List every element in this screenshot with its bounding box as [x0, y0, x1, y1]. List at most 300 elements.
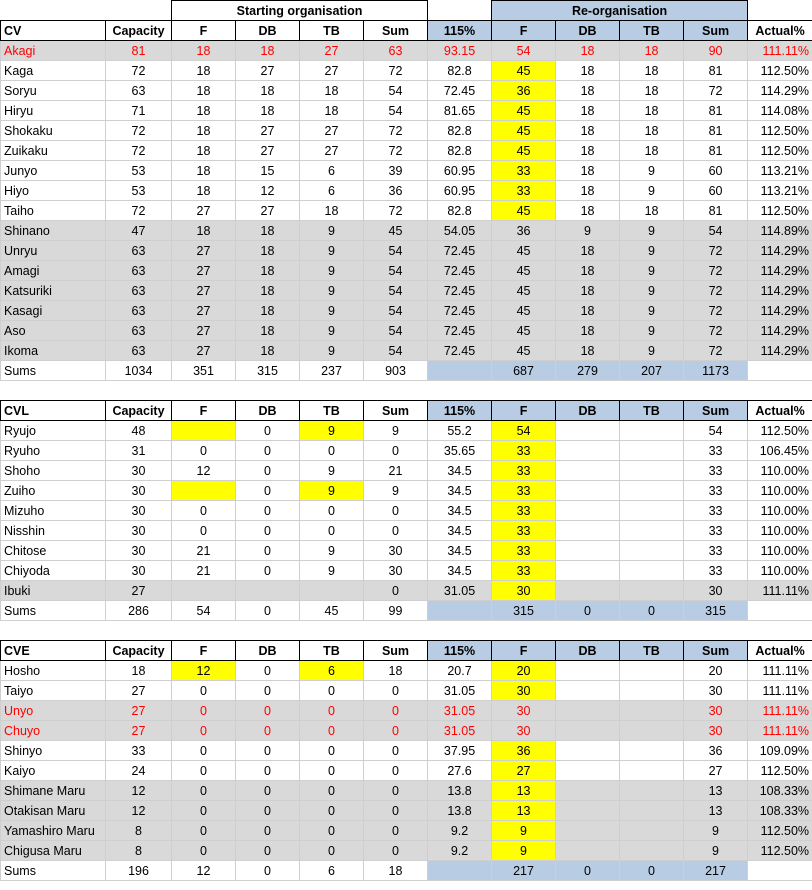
- cell-start-db[interactable]: 0: [236, 821, 300, 841]
- cell-start-f[interactable]: 0: [172, 781, 236, 801]
- cell-re-db[interactable]: 18: [556, 161, 620, 181]
- cell-name[interactable]: Taiyo: [1, 681, 106, 701]
- cell-re-db[interactable]: 18: [556, 61, 620, 81]
- cell-target-115[interactable]: 54.05: [428, 221, 492, 241]
- cell-re-f[interactable]: 45: [492, 201, 556, 221]
- cell-start-f[interactable]: 18: [172, 41, 236, 61]
- cell-start-f[interactable]: 12: [172, 661, 236, 681]
- cell-re-f[interactable]: 20: [492, 661, 556, 681]
- cell-start-db[interactable]: 27: [236, 201, 300, 221]
- cell-name[interactable]: Ryuho: [1, 441, 106, 461]
- cell-start-f[interactable]: 18: [172, 81, 236, 101]
- cell-re-sum[interactable]: 33: [684, 501, 748, 521]
- cell-start-db[interactable]: 0: [236, 781, 300, 801]
- cell-name[interactable]: Shokaku: [1, 121, 106, 141]
- cell-capacity[interactable]: 63: [106, 81, 172, 101]
- cell-start-sum[interactable]: 39: [364, 161, 428, 181]
- cell-start-db[interactable]: 15: [236, 161, 300, 181]
- cell-start-sum[interactable]: 0: [364, 701, 428, 721]
- cell-target-115[interactable]: 72.45: [428, 321, 492, 341]
- cell-re-sum[interactable]: 54: [684, 221, 748, 241]
- cell-start-f[interactable]: 0: [172, 501, 236, 521]
- cell-start-sum[interactable]: 30: [364, 541, 428, 561]
- cell-start-tb[interactable]: 27: [300, 61, 364, 81]
- cell-re-db[interactable]: [556, 721, 620, 741]
- cell-start-tb[interactable]: 0: [300, 741, 364, 761]
- cell-re-db[interactable]: 18: [556, 81, 620, 101]
- cell-start-f[interactable]: 18: [172, 221, 236, 241]
- cell-name[interactable]: Ikoma: [1, 341, 106, 361]
- cell-actual-pct[interactable]: 113.21%: [748, 181, 812, 201]
- cell-start-tb[interactable]: 9: [300, 341, 364, 361]
- cell-name[interactable]: Amagi: [1, 261, 106, 281]
- cell-re-sum[interactable]: 33: [684, 541, 748, 561]
- cell-start-tb[interactable]: 6: [300, 181, 364, 201]
- cell-target-115[interactable]: 34.5: [428, 481, 492, 501]
- cell-start-tb[interactable]: 0: [300, 821, 364, 841]
- cell-name[interactable]: Mizuho: [1, 501, 106, 521]
- cell-actual-pct[interactable]: 111.11%: [748, 661, 812, 681]
- cell-target-115[interactable]: 13.8: [428, 781, 492, 801]
- cell-re-db[interactable]: 9: [556, 221, 620, 241]
- cell-start-tb[interactable]: 18: [300, 201, 364, 221]
- cell-re-f[interactable]: 33: [492, 461, 556, 481]
- cell-start-tb[interactable]: 0: [300, 701, 364, 721]
- cell-actual-pct[interactable]: 112.50%: [748, 201, 812, 221]
- cell-re-sum[interactable]: 36: [684, 741, 748, 761]
- cell-start-db[interactable]: 18: [236, 101, 300, 121]
- cell-start-sum[interactable]: 0: [364, 741, 428, 761]
- cell-actual-pct[interactable]: 112.50%: [748, 61, 812, 81]
- cell-target-115[interactable]: 34.5: [428, 461, 492, 481]
- cell-re-f[interactable]: 30: [492, 721, 556, 741]
- cell-re-f[interactable]: 45: [492, 281, 556, 301]
- cell-re-tb[interactable]: 9: [620, 181, 684, 201]
- cell-actual-pct[interactable]: 106.45%: [748, 441, 812, 461]
- table-row[interactable]: [1, 461, 812, 481]
- cell-re-db[interactable]: 18: [556, 281, 620, 301]
- cell-re-sum[interactable]: 81: [684, 121, 748, 141]
- cell-start-db[interactable]: 0: [236, 501, 300, 521]
- table-row[interactable]: [1, 341, 812, 361]
- cell-re-sum[interactable]: 20: [684, 661, 748, 681]
- cell-start-tb[interactable]: 27: [300, 141, 364, 161]
- cell-re-tb[interactable]: [620, 801, 684, 821]
- cell-start-db[interactable]: 0: [236, 441, 300, 461]
- cell-target-115[interactable]: 13.8: [428, 801, 492, 821]
- cell-capacity[interactable]: 47: [106, 221, 172, 241]
- table-row[interactable]: [1, 281, 812, 301]
- cell-re-f[interactable]: 45: [492, 121, 556, 141]
- cell-start-sum[interactable]: 18: [364, 661, 428, 681]
- cell-start-tb[interactable]: 9: [300, 241, 364, 261]
- cell-actual-pct[interactable]: 111.11%: [748, 701, 812, 721]
- cell-capacity[interactable]: 24: [106, 761, 172, 781]
- cell-re-f[interactable]: 45: [492, 261, 556, 281]
- cell-re-f[interactable]: 30: [492, 581, 556, 601]
- cell-re-db[interactable]: 18: [556, 141, 620, 161]
- table-row[interactable]: [1, 501, 812, 521]
- cell-start-f[interactable]: 18: [172, 141, 236, 161]
- cell-start-f[interactable]: 27: [172, 241, 236, 261]
- cell-re-sum[interactable]: 72: [684, 341, 748, 361]
- cell-re-tb[interactable]: 9: [620, 341, 684, 361]
- cell-capacity[interactable]: 63: [106, 321, 172, 341]
- cell-re-f[interactable]: 33: [492, 501, 556, 521]
- cell-re-tb[interactable]: [620, 721, 684, 741]
- cell-target-115[interactable]: 31.05: [428, 681, 492, 701]
- cell-start-f[interactable]: 0: [172, 761, 236, 781]
- cell-target-115[interactable]: 31.05: [428, 701, 492, 721]
- cell-name[interactable]: Ibuki: [1, 581, 106, 601]
- cell-name[interactable]: Nisshin: [1, 521, 106, 541]
- cell-name[interactable]: Chiyoda: [1, 561, 106, 581]
- cell-re-f[interactable]: 45: [492, 241, 556, 261]
- cell-start-db[interactable]: 0: [236, 521, 300, 541]
- cell-target-115[interactable]: 60.95: [428, 161, 492, 181]
- table-row[interactable]: [1, 801, 812, 821]
- cell-name[interactable]: Hiryu: [1, 101, 106, 121]
- table-row[interactable]: [1, 81, 812, 101]
- cell-name[interactable]: Zuikaku: [1, 141, 106, 161]
- cell-start-db[interactable]: 18: [236, 321, 300, 341]
- cell-re-db[interactable]: [556, 841, 620, 861]
- cell-capacity[interactable]: 8: [106, 841, 172, 861]
- cell-target-115[interactable]: 34.5: [428, 541, 492, 561]
- cell-name[interactable]: Aso: [1, 321, 106, 341]
- cell-start-db[interactable]: 0: [236, 761, 300, 781]
- cell-re-tb[interactable]: 9: [620, 281, 684, 301]
- cell-name[interactable]: Shinano: [1, 221, 106, 241]
- cell-capacity[interactable]: 27: [106, 581, 172, 601]
- cell-start-tb[interactable]: 9: [300, 261, 364, 281]
- cell-re-f[interactable]: 30: [492, 681, 556, 701]
- cell-name[interactable]: Otakisan Maru: [1, 801, 106, 821]
- cell-target-115[interactable]: 72.45: [428, 301, 492, 321]
- cell-start-sum[interactable]: 63: [364, 41, 428, 61]
- cell-start-tb[interactable]: 9: [300, 221, 364, 241]
- cell-re-f[interactable]: 13: [492, 801, 556, 821]
- cell-name[interactable]: Katsuriki: [1, 281, 106, 301]
- cell-re-tb[interactable]: [620, 581, 684, 601]
- cell-start-db[interactable]: 0: [236, 801, 300, 821]
- cell-re-sum[interactable]: 60: [684, 161, 748, 181]
- table-row[interactable]: [1, 141, 812, 161]
- table-row[interactable]: [1, 521, 812, 541]
- table-row[interactable]: [1, 241, 812, 261]
- cell-re-f[interactable]: 27: [492, 761, 556, 781]
- table-row[interactable]: [1, 181, 812, 201]
- cell-re-sum[interactable]: 90: [684, 41, 748, 61]
- table-row[interactable]: [1, 681, 812, 701]
- cell-start-db[interactable]: 0: [236, 461, 300, 481]
- cell-name[interactable]: Kasagi: [1, 301, 106, 321]
- cell-re-tb[interactable]: 18: [620, 121, 684, 141]
- cell-start-f[interactable]: 27: [172, 201, 236, 221]
- table-row[interactable]: [1, 781, 812, 801]
- cell-actual-pct[interactable]: 110.00%: [748, 501, 812, 521]
- cell-target-115[interactable]: 34.5: [428, 521, 492, 541]
- cell-re-db[interactable]: 18: [556, 241, 620, 261]
- cell-start-tb[interactable]: 9: [300, 321, 364, 341]
- cell-target-115[interactable]: 34.5: [428, 561, 492, 581]
- cell-re-sum[interactable]: 33: [684, 441, 748, 461]
- cell-re-db[interactable]: [556, 481, 620, 501]
- cell-re-db[interactable]: 18: [556, 181, 620, 201]
- cell-capacity[interactable]: 30: [106, 481, 172, 501]
- cell-start-tb[interactable]: 9: [300, 481, 364, 501]
- cell-target-115[interactable]: 20.7: [428, 661, 492, 681]
- cell-re-tb[interactable]: 9: [620, 261, 684, 281]
- cell-target-115[interactable]: 9.2: [428, 821, 492, 841]
- table-row[interactable]: [1, 221, 812, 241]
- cell-capacity[interactable]: 63: [106, 301, 172, 321]
- cell-re-sum[interactable]: 33: [684, 461, 748, 481]
- cell-re-sum[interactable]: 72: [684, 301, 748, 321]
- table-row[interactable]: [1, 721, 812, 741]
- cell-start-db[interactable]: 0: [236, 701, 300, 721]
- cell-re-sum[interactable]: 72: [684, 81, 748, 101]
- cell-re-sum[interactable]: 13: [684, 781, 748, 801]
- cell-actual-pct[interactable]: 112.50%: [748, 821, 812, 841]
- cell-start-sum[interactable]: 0: [364, 441, 428, 461]
- cell-start-db[interactable]: 0: [236, 681, 300, 701]
- table-row[interactable]: [1, 101, 812, 121]
- cell-re-tb[interactable]: 18: [620, 61, 684, 81]
- cell-actual-pct[interactable]: 112.50%: [748, 141, 812, 161]
- cell-target-115[interactable]: 31.05: [428, 721, 492, 741]
- cell-start-sum[interactable]: 54: [364, 281, 428, 301]
- cell-re-tb[interactable]: [620, 781, 684, 801]
- cell-name[interactable]: Unryu: [1, 241, 106, 261]
- cell-start-sum[interactable]: 72: [364, 201, 428, 221]
- cell-re-sum[interactable]: 72: [684, 261, 748, 281]
- cell-re-f[interactable]: 9: [492, 821, 556, 841]
- cell-actual-pct[interactable]: 110.00%: [748, 561, 812, 581]
- table-row[interactable]: [1, 701, 812, 721]
- cell-start-db[interactable]: 18: [236, 261, 300, 281]
- cell-name[interactable]: Junyo: [1, 161, 106, 181]
- cell-name[interactable]: Hiyo: [1, 181, 106, 201]
- cell-re-tb[interactable]: [620, 821, 684, 841]
- cell-actual-pct[interactable]: 111.11%: [748, 721, 812, 741]
- cell-re-db[interactable]: [556, 441, 620, 461]
- cell-start-db[interactable]: 0: [236, 481, 300, 501]
- cell-start-tb[interactable]: 9: [300, 461, 364, 481]
- cell-start-db[interactable]: 27: [236, 61, 300, 81]
- cell-re-f[interactable]: 45: [492, 141, 556, 161]
- cell-re-tb[interactable]: 18: [620, 201, 684, 221]
- cell-re-tb[interactable]: 9: [620, 161, 684, 181]
- cell-start-sum[interactable]: 0: [364, 521, 428, 541]
- cell-re-tb[interactable]: 9: [620, 301, 684, 321]
- cell-start-f[interactable]: 0: [172, 441, 236, 461]
- cell-start-tb[interactable]: 0: [300, 721, 364, 741]
- cell-start-f[interactable]: 0: [172, 521, 236, 541]
- cell-capacity[interactable]: 81: [106, 41, 172, 61]
- cell-actual-pct[interactable]: 114.29%: [748, 241, 812, 261]
- table-row[interactable]: [1, 201, 812, 221]
- cell-re-f[interactable]: 33: [492, 561, 556, 581]
- cell-target-115[interactable]: 93.15: [428, 41, 492, 61]
- cell-name[interactable]: Shimane Maru: [1, 781, 106, 801]
- cell-start-f[interactable]: 21: [172, 561, 236, 581]
- cell-start-f[interactable]: 27: [172, 301, 236, 321]
- cell-actual-pct[interactable]: 111.11%: [748, 581, 812, 601]
- cell-name[interactable]: Chuyo: [1, 721, 106, 741]
- table-row[interactable]: [1, 661, 812, 681]
- cell-name[interactable]: Taiho: [1, 201, 106, 221]
- cell-capacity[interactable]: 12: [106, 781, 172, 801]
- cell-start-db[interactable]: 18: [236, 281, 300, 301]
- cell-start-sum[interactable]: 0: [364, 761, 428, 781]
- cell-name[interactable]: Kaga: [1, 61, 106, 81]
- cell-re-tb[interactable]: 18: [620, 101, 684, 121]
- cell-start-sum[interactable]: 72: [364, 121, 428, 141]
- cell-re-db[interactable]: 18: [556, 321, 620, 341]
- cell-start-f[interactable]: 12: [172, 461, 236, 481]
- cell-start-db[interactable]: 18: [236, 341, 300, 361]
- cell-name[interactable]: Ryujo: [1, 421, 106, 441]
- cell-actual-pct[interactable]: 110.00%: [748, 481, 812, 501]
- cell-re-f[interactable]: 33: [492, 541, 556, 561]
- cell-start-db[interactable]: 0: [236, 661, 300, 681]
- cell-actual-pct[interactable]: 111.11%: [748, 41, 812, 61]
- cell-re-tb[interactable]: [620, 701, 684, 721]
- table-row[interactable]: [1, 561, 812, 581]
- cell-re-sum[interactable]: 9: [684, 841, 748, 861]
- cell-start-db[interactable]: 12: [236, 181, 300, 201]
- cell-capacity[interactable]: 63: [106, 261, 172, 281]
- cell-re-sum[interactable]: 33: [684, 481, 748, 501]
- cell-actual-pct[interactable]: 114.29%: [748, 321, 812, 341]
- table-row[interactable]: [1, 541, 812, 561]
- cell-start-db[interactable]: 0: [236, 841, 300, 861]
- cell-re-sum[interactable]: 27: [684, 761, 748, 781]
- cell-re-sum[interactable]: 33: [684, 521, 748, 541]
- cell-re-sum[interactable]: 30: [684, 721, 748, 741]
- cell-re-db[interactable]: [556, 741, 620, 761]
- cell-re-sum[interactable]: 81: [684, 61, 748, 81]
- cell-re-sum[interactable]: 72: [684, 281, 748, 301]
- cell-re-tb[interactable]: [620, 501, 684, 521]
- cell-re-f[interactable]: 33: [492, 161, 556, 181]
- cell-name[interactable]: Chigusa Maru: [1, 841, 106, 861]
- cell-target-115[interactable]: 35.65: [428, 441, 492, 461]
- cell-name[interactable]: Unyo: [1, 701, 106, 721]
- cell-start-sum[interactable]: 54: [364, 81, 428, 101]
- cell-re-tb[interactable]: [620, 521, 684, 541]
- cell-capacity[interactable]: 30: [106, 521, 172, 541]
- table-row[interactable]: [1, 41, 812, 61]
- cell-name[interactable]: Kaiyo: [1, 761, 106, 781]
- cell-name[interactable]: Shinyo: [1, 741, 106, 761]
- cell-start-sum[interactable]: 54: [364, 321, 428, 341]
- cell-re-db[interactable]: [556, 421, 620, 441]
- cell-start-db[interactable]: 0: [236, 541, 300, 561]
- cell-re-tb[interactable]: 18: [620, 81, 684, 101]
- cell-actual-pct[interactable]: 112.50%: [748, 121, 812, 141]
- cell-name[interactable]: Zuiho: [1, 481, 106, 501]
- cell-start-f[interactable]: 27: [172, 261, 236, 281]
- cell-start-tb[interactable]: 9: [300, 541, 364, 561]
- cell-re-tb[interactable]: 9: [620, 221, 684, 241]
- cell-re-db[interactable]: [556, 561, 620, 581]
- cell-re-f[interactable]: 33: [492, 181, 556, 201]
- cell-re-tb[interactable]: [620, 761, 684, 781]
- cell-start-tb[interactable]: 18: [300, 81, 364, 101]
- cell-re-tb[interactable]: 9: [620, 321, 684, 341]
- cell-capacity[interactable]: 72: [106, 121, 172, 141]
- cell-target-115[interactable]: 72.45: [428, 261, 492, 281]
- cell-re-sum[interactable]: 72: [684, 241, 748, 261]
- cell-capacity[interactable]: 53: [106, 181, 172, 201]
- cell-re-f[interactable]: 33: [492, 521, 556, 541]
- cell-start-db[interactable]: 18: [236, 301, 300, 321]
- cell-re-tb[interactable]: 18: [620, 41, 684, 61]
- cell-start-tb[interactable]: 0: [300, 441, 364, 461]
- cell-start-db[interactable]: 18: [236, 41, 300, 61]
- table-row[interactable]: [1, 481, 812, 501]
- cell-start-f[interactable]: 27: [172, 321, 236, 341]
- cell-start-sum[interactable]: 54: [364, 341, 428, 361]
- cell-re-f[interactable]: 45: [492, 61, 556, 81]
- table-row[interactable]: [1, 581, 812, 601]
- cell-target-115[interactable]: 31.05: [428, 581, 492, 601]
- cell-start-db[interactable]: 27: [236, 141, 300, 161]
- cell-re-db[interactable]: 18: [556, 301, 620, 321]
- cell-start-db[interactable]: 0: [236, 721, 300, 741]
- cell-target-115[interactable]: 82.8: [428, 141, 492, 161]
- cell-name[interactable]: Yamashiro Maru: [1, 821, 106, 841]
- cell-start-f[interactable]: 18: [172, 181, 236, 201]
- cell-capacity[interactable]: 72: [106, 201, 172, 221]
- cell-re-tb[interactable]: [620, 541, 684, 561]
- cell-re-sum[interactable]: 30: [684, 581, 748, 601]
- cell-start-sum[interactable]: 0: [364, 681, 428, 701]
- cell-re-db[interactable]: [556, 801, 620, 821]
- cell-start-sum[interactable]: 72: [364, 61, 428, 81]
- cell-start-sum[interactable]: 0: [364, 581, 428, 601]
- cell-re-db[interactable]: [556, 681, 620, 701]
- cell-re-tb[interactable]: [620, 421, 684, 441]
- cell-re-tb[interactable]: [620, 461, 684, 481]
- table-row[interactable]: [1, 321, 812, 341]
- cell-capacity[interactable]: 30: [106, 501, 172, 521]
- cell-re-sum[interactable]: 60: [684, 181, 748, 201]
- cell-re-db[interactable]: 18: [556, 101, 620, 121]
- cell-capacity[interactable]: 27: [106, 681, 172, 701]
- cell-actual-pct[interactable]: 114.29%: [748, 261, 812, 281]
- cell-target-115[interactable]: 60.95: [428, 181, 492, 201]
- table-row[interactable]: [1, 441, 812, 461]
- cell-start-sum[interactable]: 54: [364, 241, 428, 261]
- cell-start-db[interactable]: 0: [236, 421, 300, 441]
- cell-target-115[interactable]: 72.45: [428, 341, 492, 361]
- cell-re-db[interactable]: 18: [556, 121, 620, 141]
- cell-start-sum[interactable]: 54: [364, 301, 428, 321]
- cell-capacity[interactable]: 72: [106, 61, 172, 81]
- cell-re-sum[interactable]: 9: [684, 821, 748, 841]
- cell-name[interactable]: Soryu: [1, 81, 106, 101]
- cell-actual-pct[interactable]: 113.21%: [748, 161, 812, 181]
- cell-start-db[interactable]: 0: [236, 561, 300, 581]
- cell-re-f[interactable]: 36: [492, 741, 556, 761]
- cell-start-tb[interactable]: 6: [300, 161, 364, 181]
- cell-capacity[interactable]: 53: [106, 161, 172, 181]
- cell-start-f[interactable]: 0: [172, 821, 236, 841]
- cell-start-db[interactable]: 0: [236, 741, 300, 761]
